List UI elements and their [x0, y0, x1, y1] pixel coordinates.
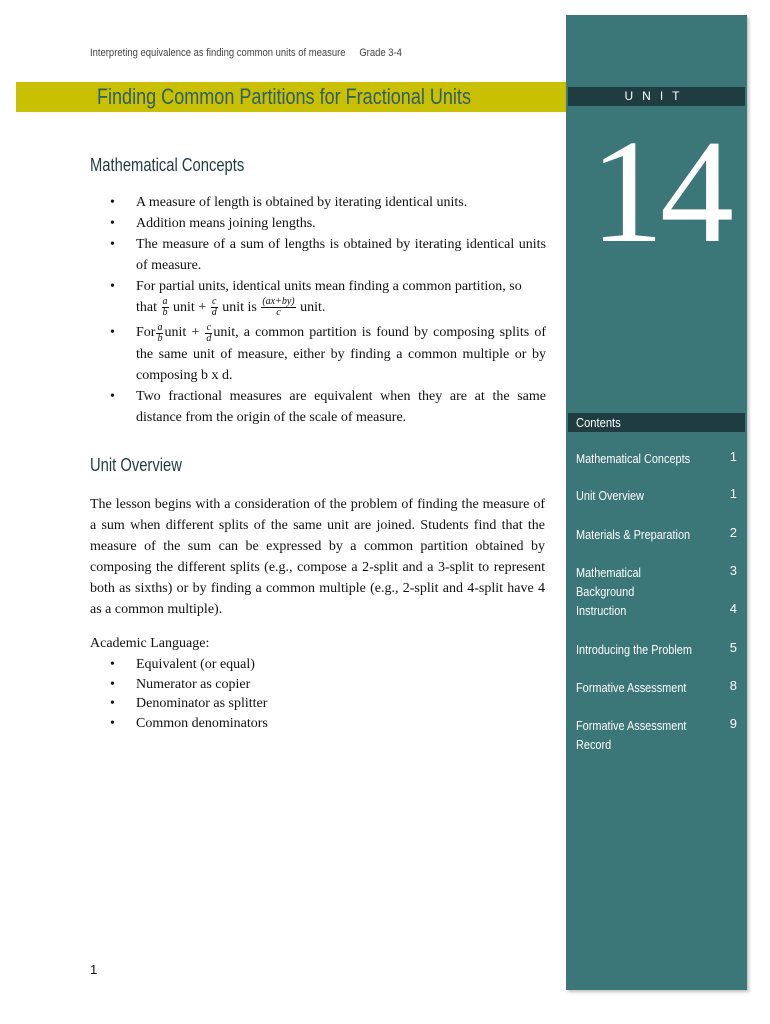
contents-label: Contents: [576, 415, 621, 430]
list-item: • Common denominators: [110, 714, 268, 734]
list-item: • For partial units, identical units mean finding a common partition, so that $\frac{a}{b}$ unit + $\frac{c}{d}$ unit is $\frac{(ax+by)}{c}$ unit.: [110, 276, 546, 318]
overview-paragraph: The lesson begins with a consideration of the problem of finding the measure of a sum when different splits of the same unit are joined. Students find that the measure of the sum can be expressed by a common partition obtained by composing the different splits (e.g., compose a 2-split and a 3-split to represent both as sixths) or by finding a common multiple (e.g., 2-split and 4-split have 4 as a common multiple).: [90, 497, 545, 617]
toc-page: 9: [729, 716, 737, 731]
running-header: [90, 47, 402, 59]
unit-number: 14: [590, 110, 730, 274]
toc-item[interactable]: [576, 486, 741, 505]
fraction-sum: $\frac{(ax+by)}{c}$: [262, 296, 295, 319]
toc-label: Materials & Preparation: [576, 527, 691, 542]
page-title: Finding Common Partitions for Fractional Units: [97, 84, 471, 109]
list-item: • Two fractional measures are equivalent when they are at the same distance from the origin of the scale of measure.: [110, 386, 546, 428]
list-item: • Numerator as copier: [110, 675, 268, 695]
contents-header: [568, 413, 745, 432]
concepts-list: [110, 192, 546, 428]
toc-page: 1: [729, 449, 737, 464]
list-item: • The measure of a sum of lengths is obtained by iterating identical units of measure.: [110, 234, 546, 276]
fraction-c-d: $\frac{c}{d}$: [206, 321, 212, 344]
toc-page: 2: [729, 525, 737, 540]
academic-language-list: [110, 655, 268, 733]
toc-page: 1: [729, 486, 737, 501]
toc-label: Mathematical Concepts: [576, 451, 691, 466]
toc-item[interactable]: [576, 449, 741, 468]
toc-label: Introducing the Problem: [576, 642, 692, 657]
list-item: • Addition means joining lengths.: [110, 213, 546, 234]
toc-item[interactable]: [576, 640, 741, 659]
list-item: • Equivalent (or equal): [110, 655, 268, 675]
toc-page: 8: [729, 678, 737, 693]
toc-item[interactable]: [576, 716, 741, 754]
toc-item[interactable]: [576, 525, 741, 544]
toc-label: Unit Overview: [576, 488, 644, 503]
list-item: • A measure of length is obtained by iterating identical units.: [110, 192, 546, 213]
toc-page: 4: [729, 601, 737, 616]
overview-heading: Unit Overview: [90, 455, 182, 475]
toc-label: Formative Assessment Record: [576, 718, 687, 752]
unit-label: UNIT: [568, 87, 745, 106]
page-number: 1: [90, 962, 98, 977]
fraction-c-d: $\frac{c}{d}$: [211, 296, 217, 319]
toc-item[interactable]: [576, 563, 741, 601]
toc-label: Formative Assessment: [576, 680, 687, 695]
academic-language-title: Academic Language:: [90, 636, 210, 651]
toc-page: 5: [729, 640, 737, 655]
toc-item[interactable]: [576, 601, 741, 620]
list-item: • Denominator as splitter: [110, 694, 268, 714]
toc-label: Mathematical Background: [576, 565, 641, 599]
concepts-heading: Mathematical Concepts: [90, 155, 245, 175]
toc-item[interactable]: [576, 678, 741, 697]
header-subtitle: Interpreting equivalence as finding common units of measure: [90, 47, 346, 59]
toc-label: Instruction: [576, 603, 627, 618]
fraction-a-b: $\frac{a}{b}$: [162, 296, 168, 319]
list-item: • For $\frac{a}{b}$ unit + $\frac{c}{d}$ unit, a common partition is found by composing splits of the same unit of measure, either by finding a common multiple or by composing b x d.: [110, 322, 546, 385]
fraction-a-b: $\frac{a}{b}$: [157, 321, 163, 344]
header-grade: Grade 3-4: [359, 47, 402, 59]
toc-page: 3: [729, 563, 737, 578]
